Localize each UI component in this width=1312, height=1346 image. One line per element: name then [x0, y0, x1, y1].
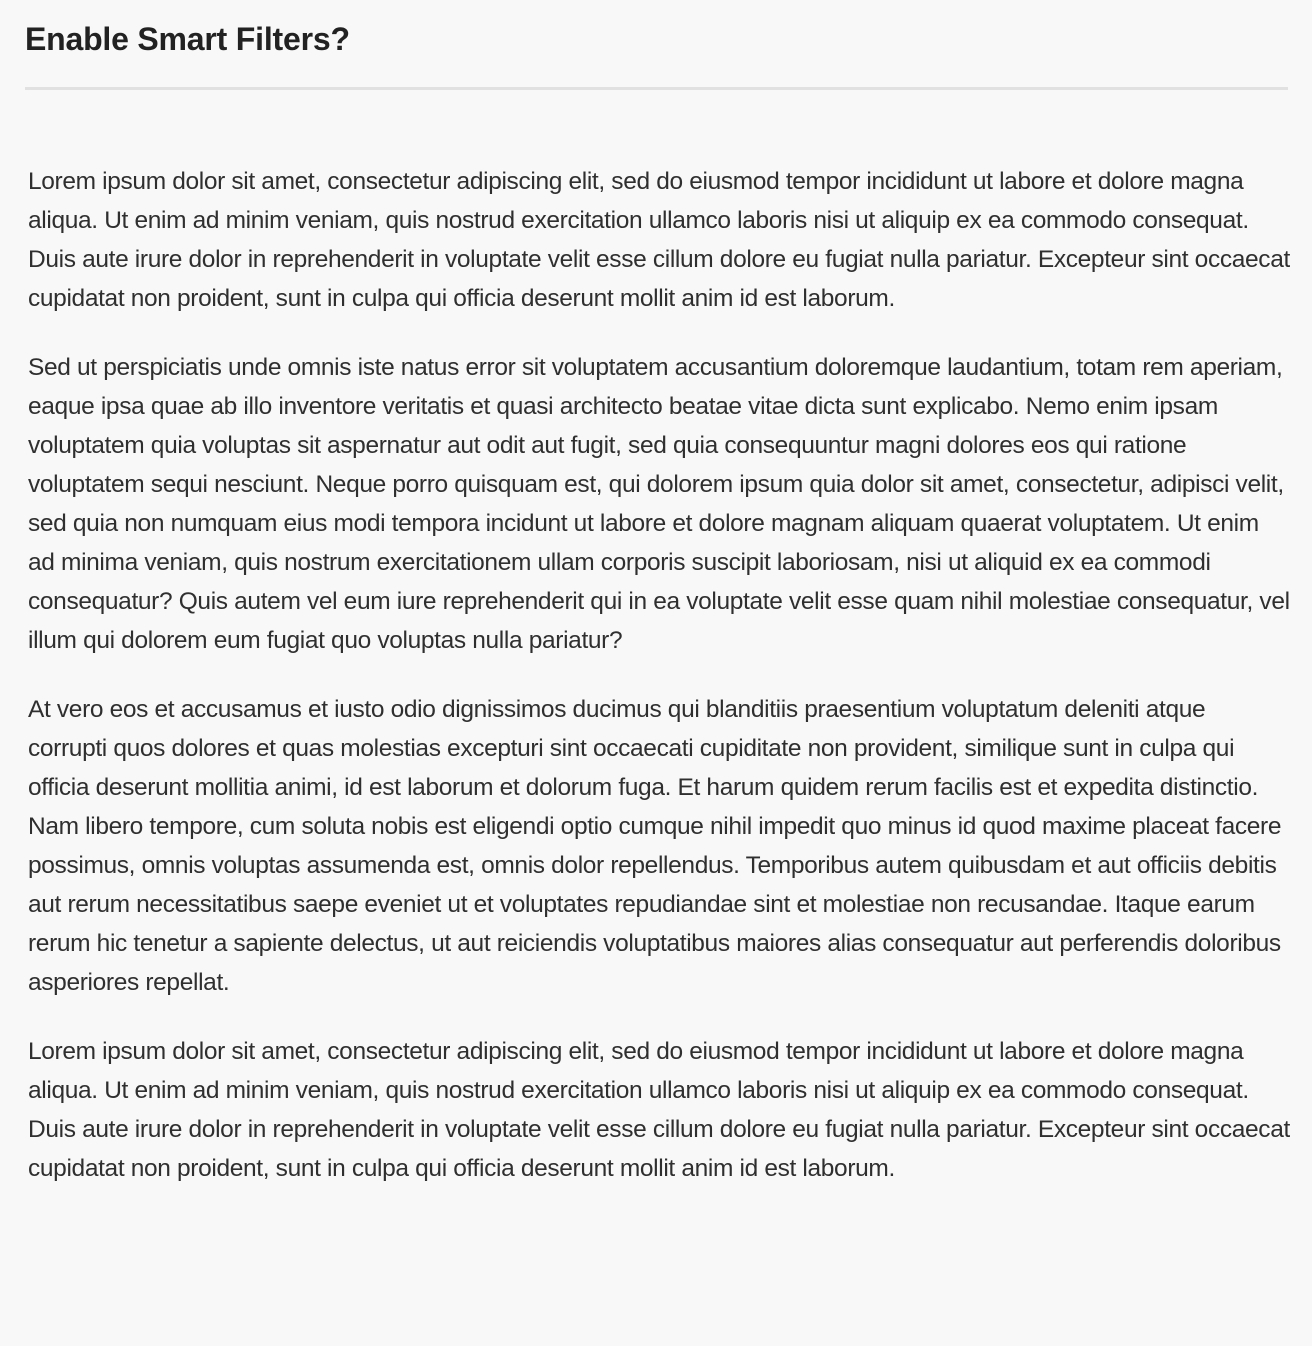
dialog-title: Enable Smart Filters?	[25, 21, 350, 57]
content-paragraph-3: At vero eos et accusamus et iusto odio dignissimos ducimus qui blanditiis praesentium voluptatum deleniti atque corrupti quos dolores et quas molestias excepturi sint occaecati cupiditate non provident, similique sunt in culpa qui officia deserunt mollitia animi, id est laborum et dolorum fuga. Et harum quidem rerum facilis est et expedita distinctio. Nam libero tempore, cum soluta nobis est eligendi optio cumque nihil impedit quo minus id quod maxime placeat facere possimus, omnis voluptas assumenda est, omnis dolor repellendus. Temporibus autem quibusdam et aut officiis debitis aut rerum necessitatibus saepe eveniet ut et voluptates repudiandae sint et molestiae non recusandae. Itaque earum rerum hic tenetur a sapiente delectus, ut aut reiciendis voluptatibus maiores alias consequatur aut perferendis doloribus asperiores repellat.	[28, 696, 1282, 996]
content-paragraph-2: Sed ut perspiciatis unde omnis iste natus error sit voluptatem accusantium doloremque laudantium, totam rem aperiam, eaque ipsa quae ab illo inventore veritatis et quasi architecto beatae vitae dicta sunt explicabo. Nemo enim ipsam voluptatem quia voluptas sit aspernatur aut odit aut fugit, sed quia consequuntur magni dolores eos qui ratione voluptatem sequi nesciunt. Neque porro quisquam est, qui dolorem ipsum quia dolor sit amet, consectetur, adipisci velit, sed quia non numquam eius modi tempora incidunt ut labore et dolore magnam aliquam quaerat voluptatem. Ut enim ad minima veniam, quis nostrum exercitationem ullam corporis suscipit laboriosam, nisi ut aliquid ex ea commodi consequatur? Quis autem vel eum iure reprehenderit qui in ea voluptate velit esse quam nihil molestiae consequatur, vel illum qui dolorem eum fugiat quo voluptas nulla pariatur?	[28, 354, 1290, 654]
content-paragraph-1: Lorem ipsum dolor sit amet, consectetur adipiscing elit, sed do eiusmod tempor incididunt ut labore et dolore magna aliqua. Ut enim ad minim veniam, quis nostrud exercitation ullamco laboris nisi ut aliquip ex ea commodo consequat. Duis aute irure dolor in reprehenderit in voluptate velit esse cillum dolore eu fugiat nulla pariatur. Excepteur sint occaecat cupidatat non proident, sunt in culpa qui officia deserunt mollit anim id est laborum.	[28, 168, 1290, 312]
dialog-content[interactable]	[28, 162, 1290, 1337]
content-paragraph-4: Lorem ipsum dolor sit amet, consectetur adipiscing elit, sed do eiusmod tempor incididunt ut labore et dolore magna aliqua. Ut enim ad minim veniam, quis nostrud exercitation ullamco laboris nisi ut aliquip ex ea commodo consequat. Duis aute irure dolor in reprehenderit in voluptate velit esse cillum dolore eu fugiat nulla pariatur. Excepteur sint occaecat cupidatat non proident, sunt in culpa qui officia deserunt mollit anim id est laborum.	[28, 1038, 1290, 1182]
dialog-header	[25, 0, 1288, 90]
